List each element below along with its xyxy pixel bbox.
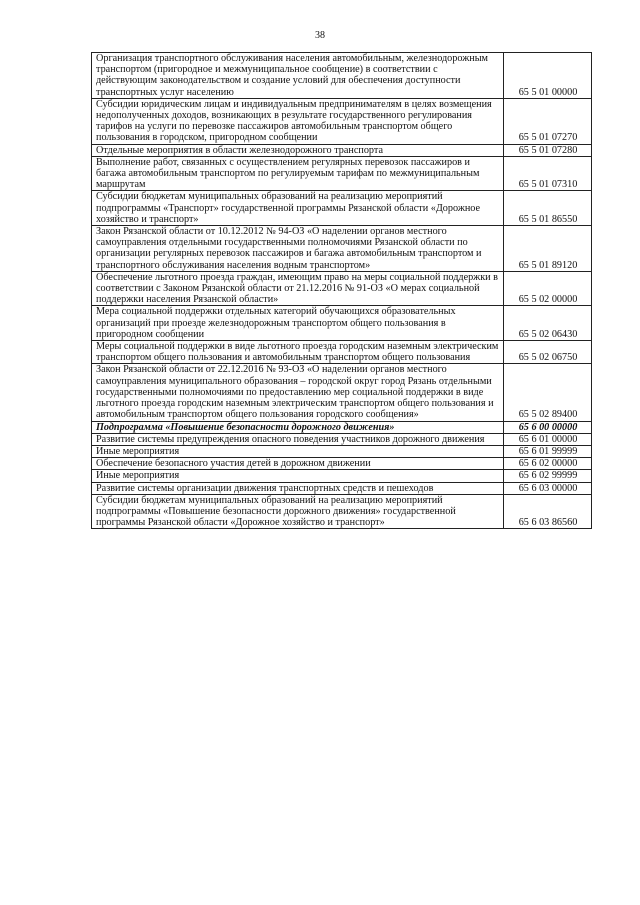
table-row bbox=[92, 191, 592, 226]
table-row bbox=[92, 433, 592, 445]
table-row bbox=[92, 445, 592, 457]
row-name: Обеспечение льготного проезда граждан, имеющим право на меры социальной поддержки в соответствии с Законом Рязанской области от 21.12.2016 № 91-ОЗ «О мерах социальной поддержки населения Рязанской области» bbox=[92, 271, 504, 306]
row-name: Отдельные мероприятия в области железнодорожного транспорта bbox=[92, 144, 504, 156]
table-row bbox=[92, 458, 592, 470]
table-row bbox=[92, 341, 592, 364]
row-code: 65 5 01 89120 bbox=[504, 226, 592, 272]
row-name: Обеспечение безопасного участия детей в дорожном движении bbox=[92, 458, 504, 470]
row-name: Иные мероприятия bbox=[92, 445, 504, 457]
table-row bbox=[92, 144, 592, 156]
budget-classification-table bbox=[91, 52, 592, 529]
row-code: 65 6 03 86560 bbox=[504, 494, 592, 529]
row-name: Субсидии бюджетам муниципальных образований на реализацию мероприятий подпрограммы «Повышение безопасности дорожного движения» государственной программы Рязанской области «Дорожное хозяйство и транспорт» bbox=[92, 494, 504, 529]
row-code: 65 5 02 89400 bbox=[504, 364, 592, 421]
table-row bbox=[92, 470, 592, 482]
table-row bbox=[92, 271, 592, 306]
row-code: 65 6 02 99999 bbox=[504, 470, 592, 482]
table-row bbox=[92, 53, 592, 99]
row-name: Субсидии бюджетам муниципальных образований на реализацию мероприятий подпрограммы «Транспорт» государственной программы Рязанской области «Дорожное хозяйство и транспорт» bbox=[92, 191, 504, 226]
table-row bbox=[92, 482, 592, 494]
row-code: 65 6 01 00000 bbox=[504, 433, 592, 445]
row-name: Закон Рязанской области от 22.12.2016 № 93-ОЗ «О наделении органов местного самоуправления муниципального образования – городской округ город Рязань отдельными государственными полномочиями по предоставлению мер социальной поддержки в виде льготного проезда городским наземным электрическим транспортом общего пользования и автомобильным транспортом общего пользования городского сообщения» bbox=[92, 364, 504, 421]
row-code: 65 6 02 00000 bbox=[504, 458, 592, 470]
row-name: Закон Рязанской области от 10.12.2012 № 94-ОЗ «О наделении органов местного самоуправления отдельными государственными полномочиями Рязанской области по организации регулярных перевозок пассажиров и багажа автомобильным транспортом и транспортного обслуживания населения водным транспортом» bbox=[92, 226, 504, 272]
table-row bbox=[92, 98, 592, 144]
row-name: Подпрограмма «Повышение безопасности дорожного движения» bbox=[92, 421, 504, 433]
row-name: Выполнение работ, связанных с осуществлением регулярных перевозок пассажиров и багажа автомобильным транспортом по регулируемым тарифам по межмуниципальным маршрутам bbox=[92, 156, 504, 191]
row-code: 65 5 01 00000 bbox=[504, 53, 592, 99]
row-name: Организация транспортного обслуживания населения автомобильным, железнодорожным транспортом (пригородное и межмуниципальное сообщение) в соответствии с действующим законодательством и создание условий для обеспечения доступности транспортных услуг населению bbox=[92, 53, 504, 99]
row-code: 65 5 02 00000 bbox=[504, 271, 592, 306]
row-name: Субсидии юридическим лицам и индивидуальным предпринимателям в целях возмещения недополученных доходов, возникающих в результате государственного регулирования тарифов на услуги по перевозке пассажиров автомобильным транспортом общего пользования в городском, пригородном сообщении bbox=[92, 98, 504, 144]
row-name: Меры социальной поддержки в виде льготного проезда городским наземным электрическим транспортом общего пользования и автомобильным транспортом общего пользования bbox=[92, 341, 504, 364]
row-code: 65 6 01 99999 bbox=[504, 445, 592, 457]
row-name: Развитие системы предупреждения опасного поведения участников дорожного движения bbox=[92, 433, 504, 445]
table-row bbox=[92, 156, 592, 191]
row-code: 65 6 00 00000 bbox=[504, 421, 592, 433]
table-row bbox=[92, 226, 592, 272]
row-code: 65 5 01 07310 bbox=[504, 156, 592, 191]
table-row bbox=[92, 421, 592, 433]
row-code: 65 5 01 86550 bbox=[504, 191, 592, 226]
table-row bbox=[92, 364, 592, 421]
row-name: Мера социальной поддержки отдельных категорий обучающихся образовательных организаций при проезде железнодорожным транспортом общего пользования в пригородном сообщении bbox=[92, 306, 504, 341]
row-code: 65 5 01 07280 bbox=[504, 144, 592, 156]
row-code: 65 5 02 06750 bbox=[504, 341, 592, 364]
page-number: 38 bbox=[315, 30, 325, 41]
row-code: 65 5 02 06430 bbox=[504, 306, 592, 341]
row-name: Развитие системы организации движения транспортных средств и пешеходов bbox=[92, 482, 504, 494]
table-row bbox=[92, 306, 592, 341]
row-code: 65 5 01 07270 bbox=[504, 98, 592, 144]
row-name: Иные мероприятия bbox=[92, 470, 504, 482]
table-row bbox=[92, 494, 592, 529]
row-code: 65 6 03 00000 bbox=[504, 482, 592, 494]
